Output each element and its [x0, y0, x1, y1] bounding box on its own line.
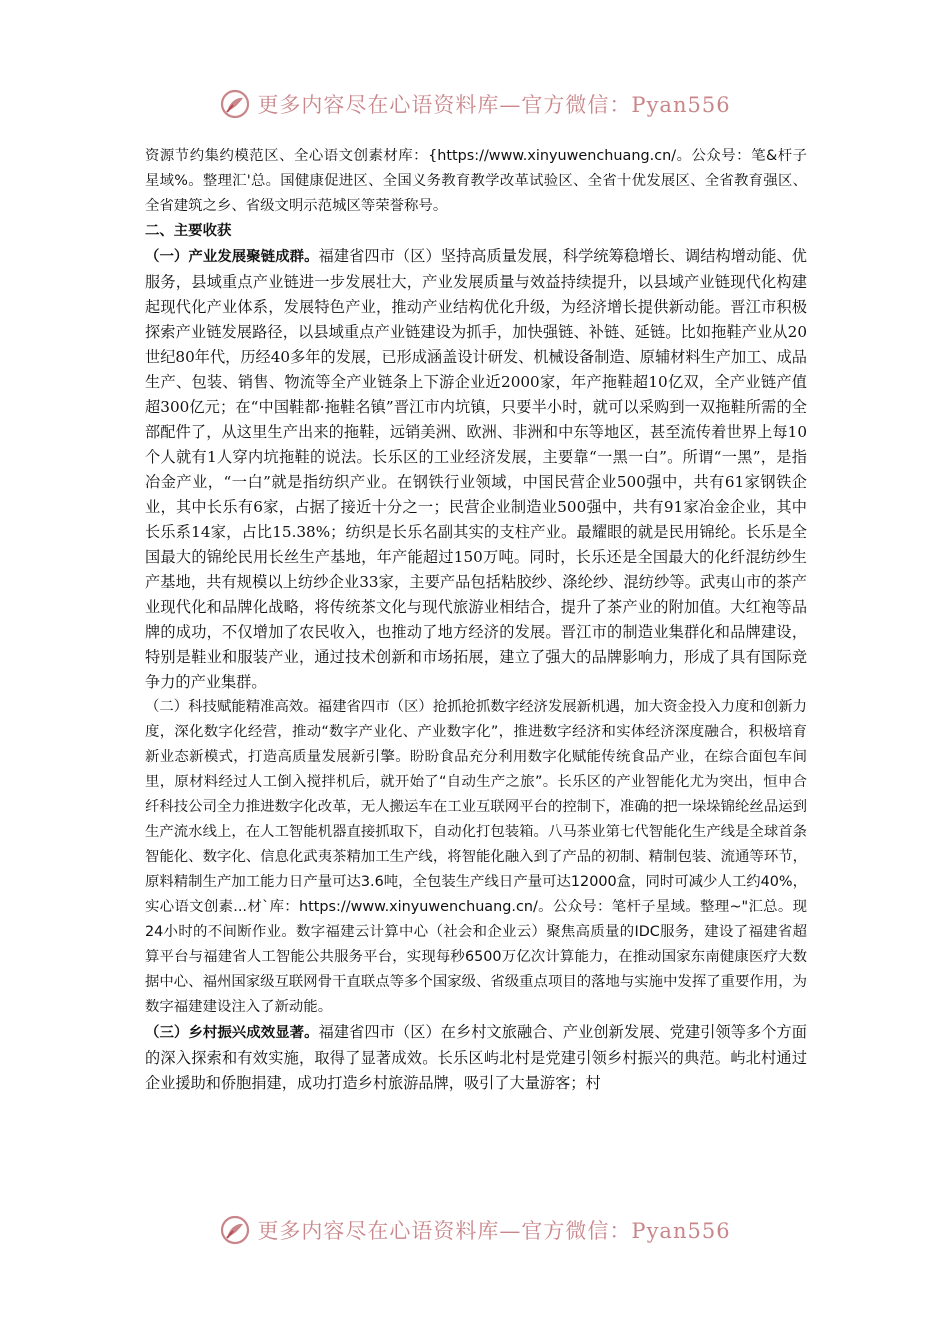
paragraph-section-1: [145, 244, 807, 695]
section-1-body: 福建省四市（区）坚持高质量发展，科学统筹稳增长、调结构增动能、优服务，县域重点产业链进一步发展壮大，产业发展质量与效益持续提升，以县域产业链现代化构建起现代化产业体系，发展特色产业，推动产业结构优化升级，为经济增长提供新动能。晋江市积极探索产业链发展路径，以县域重点产业链建设为抓手，加快强链、补链、延链。比如拖鞋产业从20世纪80年代，历经40多年的发展，已形成涵盖设计研发、机械设备制造、原辅材料生产加工、成品生产、包装、销售、物流等全产业链条上下游企业近2000家，年产拖鞋超10亿双，全产业链产值超300亿元；在“中国鞋都·拖鞋名镇”晋江市内坑镇，只要半小时，就可以采购到一双拖鞋所需的全部配件了，从这里生产出来的拖鞋，远销美洲、欧洲、非洲和中东等地区，甚至流传着世界上每10个人就有1人穿内坑拖鞋的说法。长乐区的工业经济发展，主要靠“一黑一白”。所谓“一黑”，是指冶金产业，“一白”就是指纺织产业。在钢铁行业领域，中国民营企业500强中，共有61家钢铁企业，其中长乐有6家，占据了接近十分之一；民营企业制造业500强中，共有91家冶金企业，其中长乐系14家，占比15.38%；纺织是长乐名副其实的支柱产业。最耀眼的就是民用锦纶。长乐是全国最大的锦纶民用长丝生产基地，年产能超过150万吨。同时，长乐还是全国最大的化纤混纺纱生产基地，共有规模以上纺纱企业33家，主要产品包括粘胶纱、涤纶纱、混纺纱等。武夷山市的茶产业现代化和品牌化战略，将传统茶文化与现代旅游业相结合，提升了茶产业的附加值。大红袍等品牌的成功，不仅增加了农民收入，也推动了地方经济的发展。晋江市的制造业集群化和品牌建设，特别是鞋业和服装产业，通过技术创新和市场拓展，建立了强大的品牌影响力，形成了具有国际竞争力的产业集群。: [145, 247, 807, 691]
logo-icon: [219, 88, 251, 120]
paragraph-intro: 资源节约集约模范区、全心语文创素材库：{https://www.xinyuwenchuang.cn/。公众号：笔&杆子星域%。整理汇'总。国健康促进区、全国义务教育教学改革试验区、全省十优发展区、全省教育强区、全省建筑之乡、省级文明示范城区等荣誉称号。: [145, 148, 807, 214]
logo-icon: [219, 1214, 251, 1246]
section-3-title: （三）乡村振兴成效显著。: [145, 1025, 319, 1041]
paragraph-section-2: （二）科技赋能精准高效。福建省四市（区）抢抓抢抓数字经济发展新机遇，加大资金投入力度和创新力度，深化数字化经营，推动“数字产业化、产业数字化”，推进数字经济和实体经济深度融合，积极培育新业态新模式，打造高质量发展新引擎。盼盼食品充分利用数字化赋能传统食品产业，在综合面包车间里，原材料经过人工倒入搅拌机后，就开始了“自动生产之旅”。长乐区的产业智能化尤为突出，恒申合纤科技公司全力推进数字化改革，无人搬运车在工业互联网平台的控制下，准确的把一垛垛锦纶丝品运到生产流水线上，在人工智能机器直接抓取下，自动化打包装箱。八马茶业第七代智能化生产线是全球首条智能化、数字化、信息化武夷茶精加工生产线，将智能化融入到了产品的初制、精制包装、流通等环节，原料精制生产加工能力日产量可达3.6吨，全包装生产线日产量可达12000盒，同时可减少人工约40%，实心语文创素...材`库：https://www.xinyuwenchuang.cn/。公众号：笔杆子星域。整理~"汇总。现24小时的不间断作业。数字福建云计算中心（社会和企业云）聚焦高质量的IDC服务，建设了福建省超算平台与福建省人工智能公共服务平台，实现每秒6500万亿次计算能力，在推动国家东南健康医疗大数据中心、福州国家级互联网骨干直联点等多个国家级、省级重点项目的落地与实施中发挥了重要作用，为数字福建建设注入了新动能。: [145, 699, 807, 1015]
section-1-title: （一）产业发展聚链成群。: [145, 249, 319, 265]
section-heading: 二、主要收获: [145, 223, 232, 239]
section-3-body: 福建省四市（区）在乡村文旅融合、产业创新发展、党建引领等多个方面的深入探索和有效实施，取得了显著成效。长乐区屿北村是党建引领乡村振兴的典范。屿北村通过企业援助和侨胞捐建，成功打造乡村旅游品牌，吸引了大量游客；村: [145, 1023, 807, 1092]
footer-banner: [0, 1210, 950, 1250]
header-banner: [0, 84, 950, 124]
paragraph-section-3: [145, 1020, 807, 1096]
document-body: [145, 144, 807, 1096]
header-banner-text: 更多内容尽在心语资料库—官方微信：Pyan556: [257, 93, 731, 117]
footer-banner-text: 更多内容尽在心语资料库—官方微信：Pyan556: [257, 1219, 731, 1243]
